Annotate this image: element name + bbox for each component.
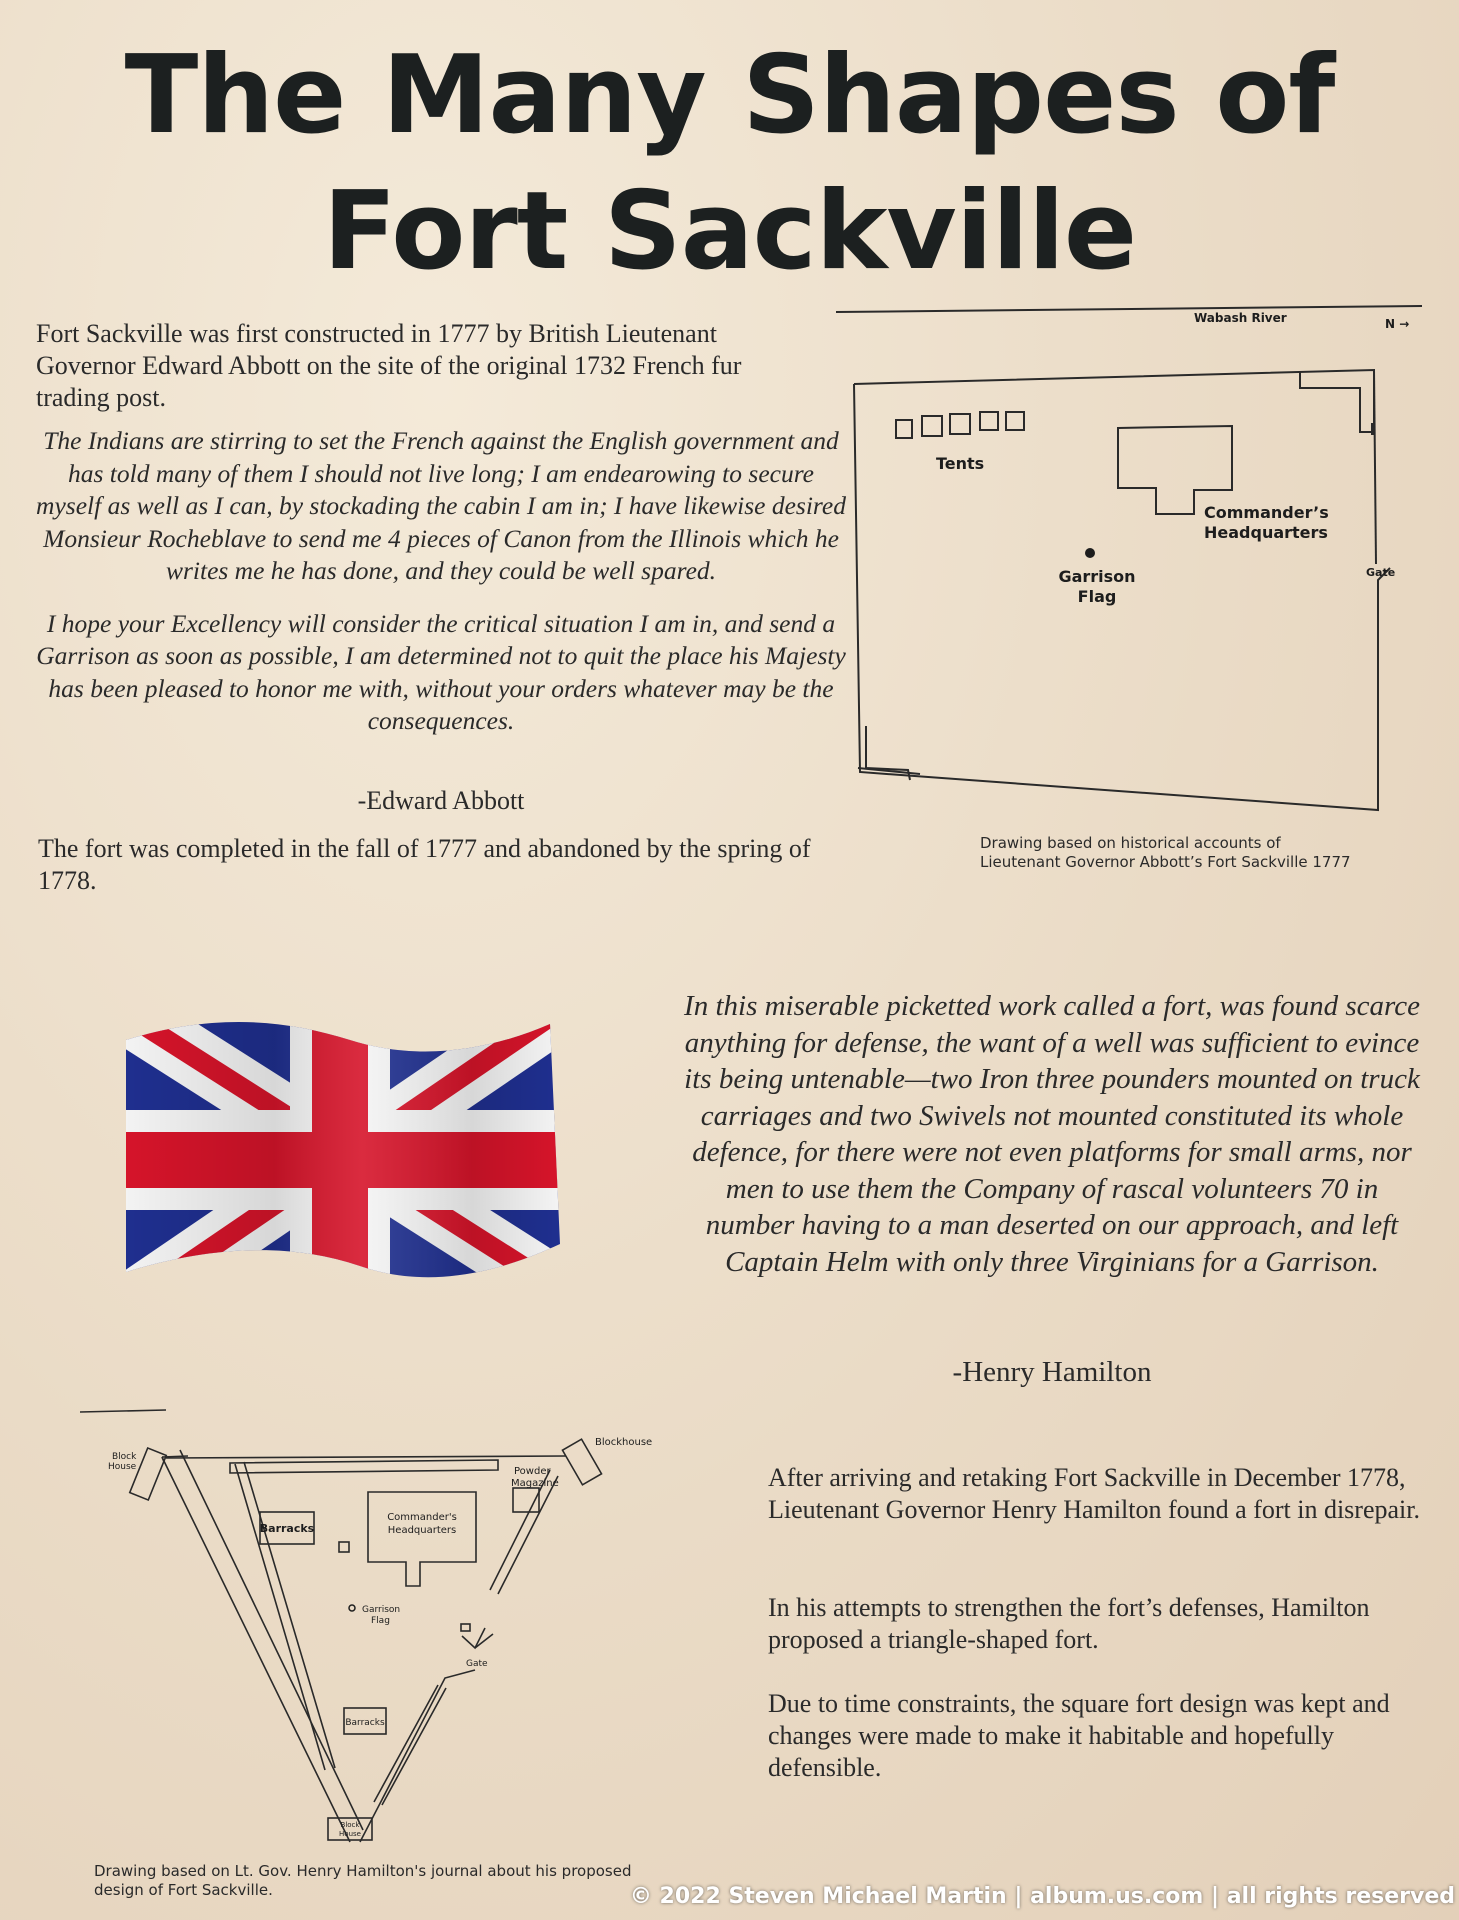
- tent-2: [922, 416, 942, 436]
- hamilton-attribution: -Henry Hamilton: [952, 1356, 1152, 1388]
- hamilton-quote: In this miserable picketted work called a fort, was found scarce anything for defense, the want of a well was sufficient to evince its being untenable—two Iron three pounders mounted on truck carriages and two Swivels not mounted constituted its whole defence, for there were not even platforms for small arms, nor men to use them the Company of rascal volunteers 70 in number having to a man deserted on our approach, and left Captain Helm with only three Virginians for a Garrison.: [684, 990, 1420, 1278]
- title-line-1: The Many Shapes of: [124, 33, 1335, 158]
- hamilton-map-caption-line-1: Drawing based on Lt. Gov. Henry Hamilton's journal about his proposed: [94, 1862, 632, 1880]
- blockhouse-bottom-label-1: Block: [340, 1821, 360, 1829]
- hamilton-paragraph-1: After arriving and retaking Fort Sackville in December 1778, Lieutenant Governor Henry Hamilton found a fort in disrepair.: [768, 1463, 1420, 1524]
- flag-label-line-2: Flag: [371, 1616, 390, 1626]
- river-label: Wabash River: [1194, 311, 1287, 325]
- commanders-headquarters-building: [1118, 426, 1232, 514]
- right-wall-lower: [360, 1670, 475, 1842]
- river-line: [836, 306, 1422, 312]
- completion-paragraph: The fort was completed in the fall of 1777 and abandoned by the spring of 1778.: [38, 834, 811, 895]
- union-jack-flag-icon: [120, 1010, 560, 1330]
- hamilton-paragraph-2: In his attempts to strengthen the fort’s defenses, Hamilton proposed a triangle-shaped fort.: [768, 1593, 1370, 1654]
- tent-3: [950, 414, 970, 434]
- page-title: [0, 28, 1459, 300]
- hq-label-line-1: Commander’s: [1204, 503, 1329, 522]
- abbott-map-caption-line-1: Drawing based on historical accounts of: [980, 834, 1281, 852]
- title-line-2: Fort Sackville: [322, 169, 1137, 294]
- hamilton-map-caption: [94, 1862, 631, 1900]
- powder-label-2: Magazine: [511, 1478, 559, 1489]
- hq-label-line-2: Headquarters: [387, 1525, 457, 1536]
- commanders-headquarters-building: [368, 1492, 476, 1586]
- abbott-quote: [36, 425, 846, 758]
- abbott-map-caption: [980, 834, 1351, 872]
- garrison-flag-marker: [1085, 548, 1095, 558]
- left-wall: [162, 1450, 363, 1842]
- flag-label-line-1: Garrison: [362, 1605, 401, 1615]
- tent-1: [896, 420, 912, 438]
- abbott-quote-paragraph-1: The Indians are stirring to set the French against the English government and has told many of them I should not live long; I am endearowing to secure myself as well as I can, by stockading the cabin I am in; I have likewise desired Monsieur Rocheblave to send me 4 pieces of Canon from the Illinois which he writes me he has done, and they could be well spared.: [36, 426, 846, 585]
- hamilton-map-caption-line-2: design of Fort Sackville.: [94, 1881, 273, 1899]
- hamilton-fort-map: [80, 1400, 653, 1845]
- flag-label-line-1: Garrison: [1058, 567, 1136, 586]
- barracks-bottom-label: Barracks: [345, 1718, 385, 1728]
- abbott-map-caption-line-2: Lieutenant Governor Abbott’s Fort Sackville 1777: [980, 853, 1351, 871]
- tents-label: Tents: [936, 454, 985, 473]
- powder-label-1: Powder: [514, 1466, 551, 1477]
- abbott-fort-map: [830, 296, 1430, 876]
- north-label: N →: [1385, 317, 1410, 331]
- blockhouse-bottom-label-2: House: [339, 1830, 361, 1838]
- gate-label: Gate: [1366, 566, 1396, 579]
- blockhouse-right-label: Blockhouse: [595, 1437, 653, 1448]
- copyright-watermark: © 2022 Steven Michael Martin | album.us.com | all rights reserved: [629, 1884, 1455, 1909]
- abbott-quote-paragraph-2: I hope your Excellency will consider the critical situation I am in, and send a Garrison as soon as possible, I am determined not to quit the place his Majesty has been pleased to honor me with, without your orders whatever may be the consequences.: [36, 608, 846, 735]
- hq-label-line-2: Headquarters: [1204, 523, 1328, 542]
- tent-4: [980, 412, 998, 430]
- gate-label: Gate: [466, 1659, 488, 1669]
- abbott-attribution: -Edward Abbott: [357, 786, 525, 815]
- flag-label-line-2: Flag: [1077, 587, 1117, 606]
- top-wall: [166, 1456, 566, 1458]
- hq-label-line-1: Commander's: [387, 1512, 457, 1523]
- fort-outline: [854, 384, 1390, 810]
- tent-5: [1006, 412, 1024, 430]
- blockhouse-left-label-1: Block: [112, 1452, 137, 1462]
- barracks-top-label: Barracks: [259, 1522, 315, 1535]
- garrison-flag-marker: [349, 1605, 355, 1611]
- blockhouse-left-label-2: House: [108, 1462, 137, 1472]
- intro-paragraph: Fort Sackville was first constructed in 1777 by British Lieutenant Governor Edward Abbott on the site of the original 1732 French fur trading post.: [36, 319, 742, 412]
- hamilton-paragraph-3: Due to time constraints, the square fort design was kept and changes were made to make it habitable and hopefully defensible.: [768, 1689, 1390, 1782]
